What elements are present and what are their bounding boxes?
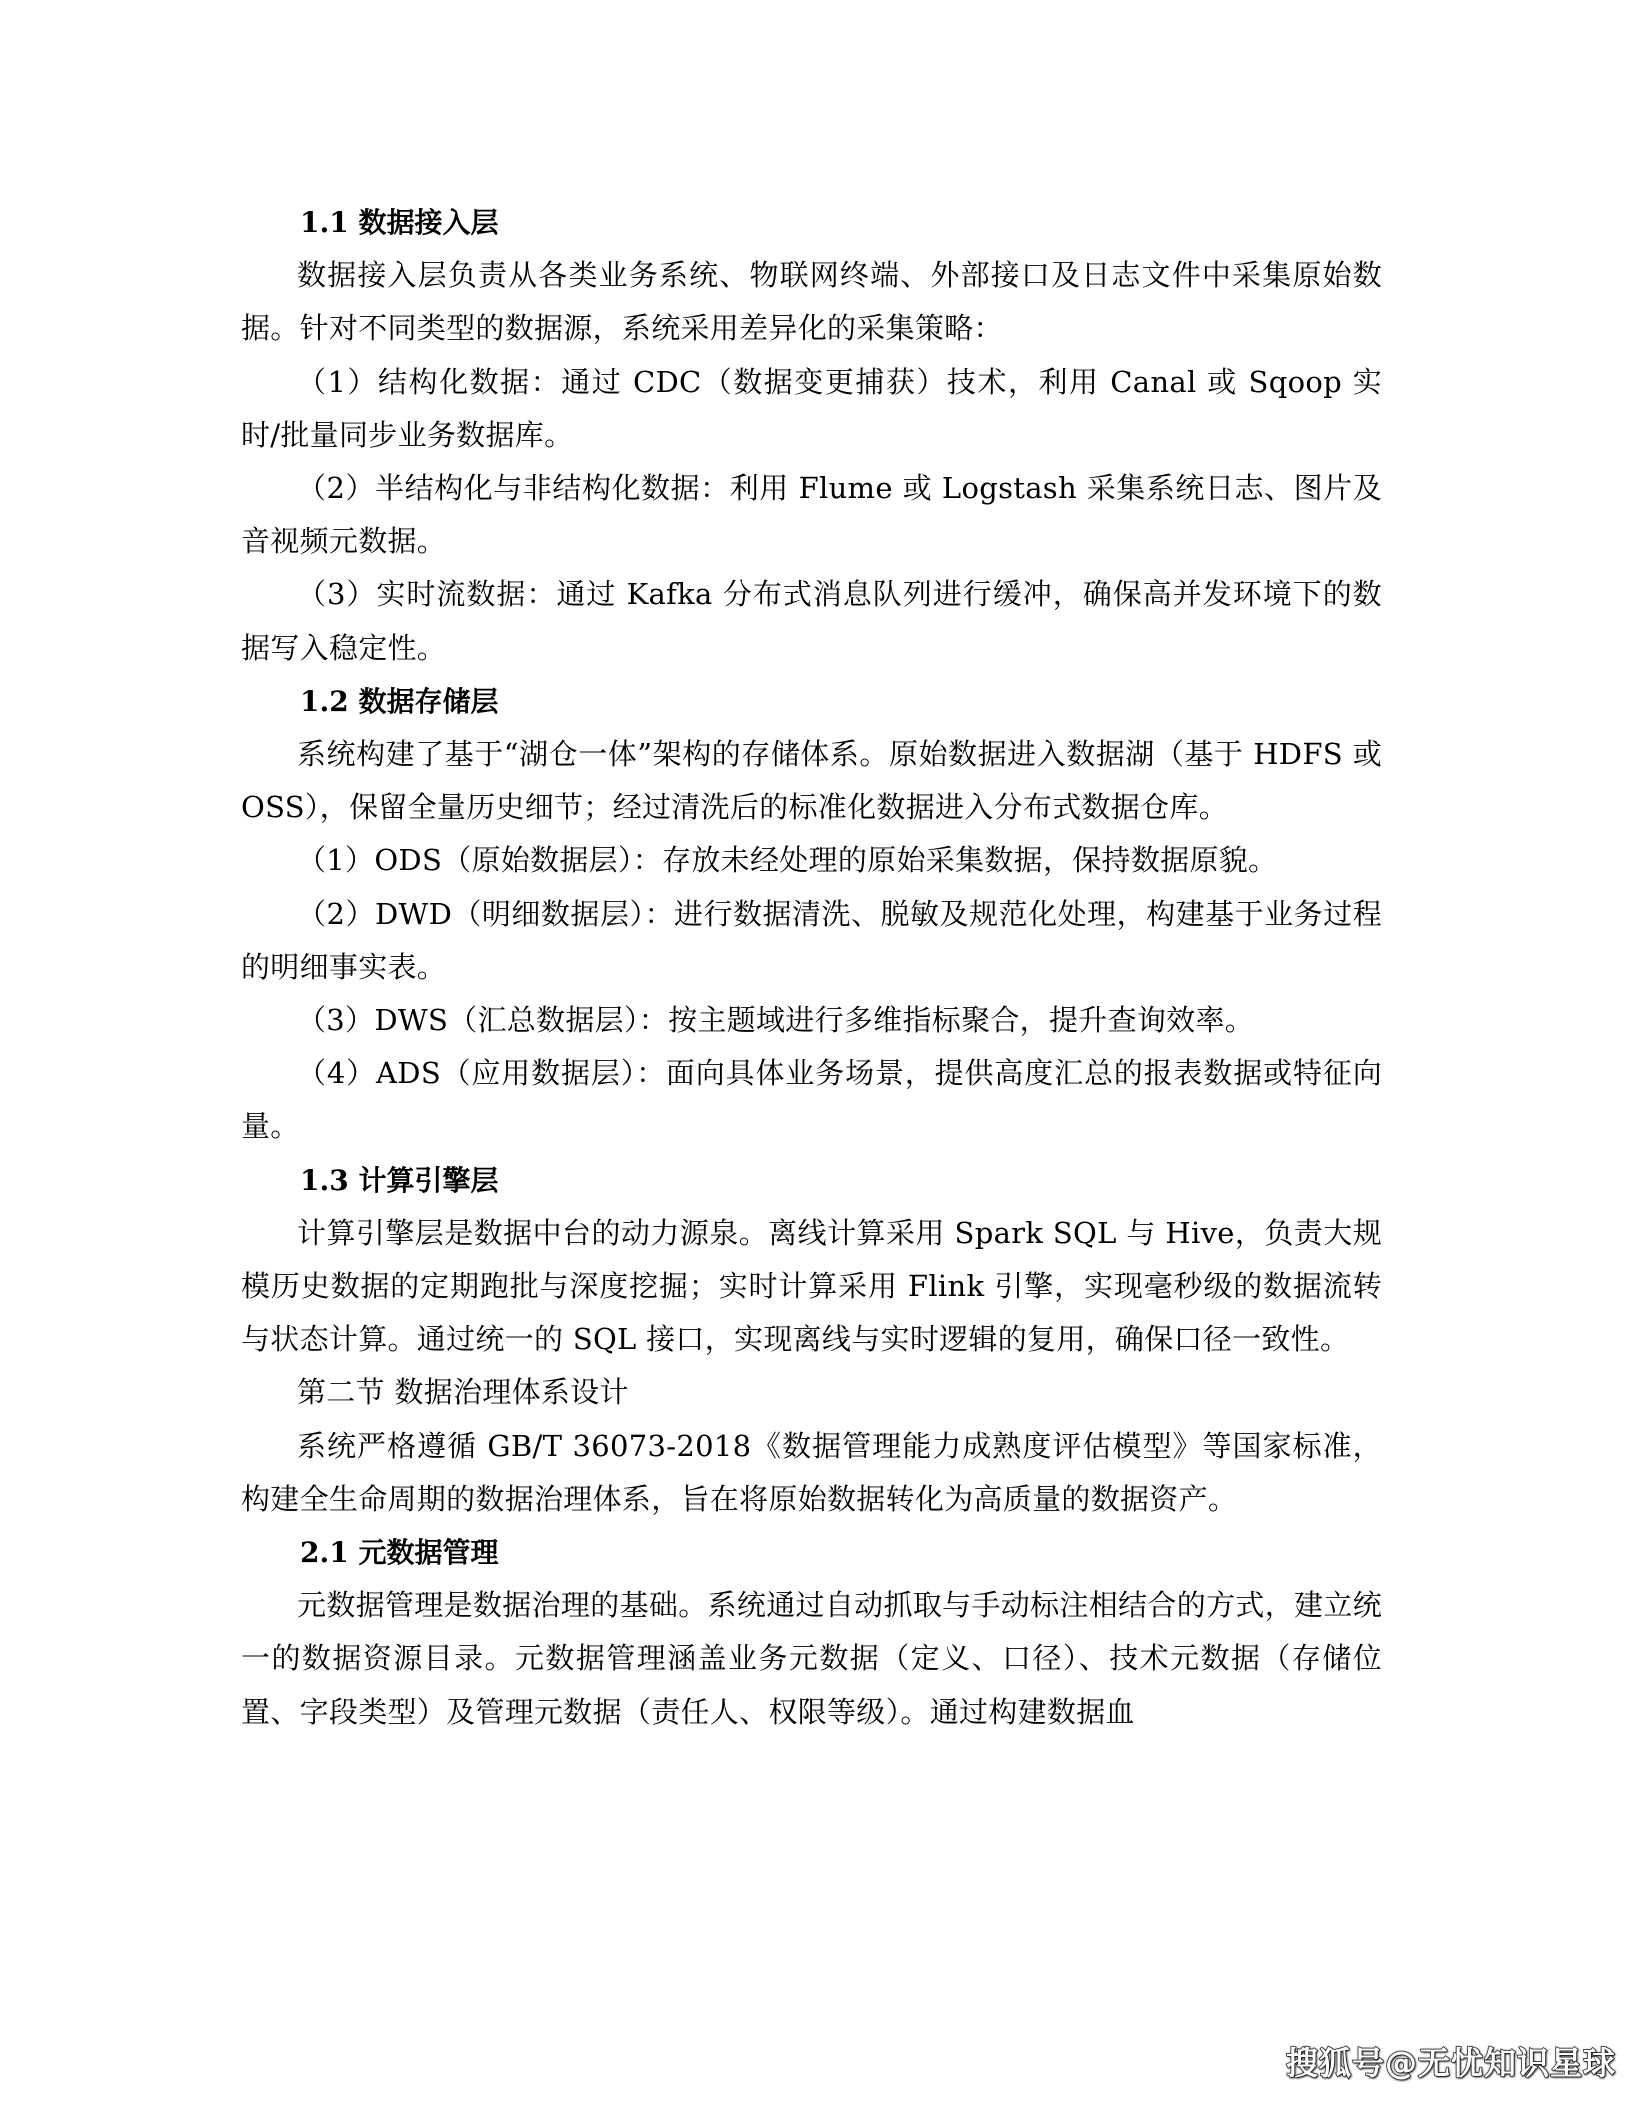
paragraph-metadata-management: 元数据管理是数据治理的基础。系统通过自动抓取与手动标注相结合的方式，建立统一的数据资源目录。元数据管理涵盖业务元数据（定义、口径）、技术元数据（存储位置、字段类型）及管理元数据（责任人、权限等级）。通过构建数据血 [241, 1588, 1382, 1729]
paragraph-governance-intro: 系统严格遵循 GB/T 36073-2018《数据管理能力成熟度评估模型》等国家标准，构建全生命周期的数据治理体系，旨在将原始数据转化为高质量的数据资产。 [241, 1428, 1382, 1516]
section-heading-2-1: 2.1 元数据管理 [300, 1536, 499, 1570]
paragraph-realtime-stream-data: （3）实时流数据：通过 Kafka 分布式消息队列进行缓冲，确保高并发环境下的数据写入稳定性。 [241, 577, 1382, 665]
paragraph-structured-data: （1）结构化数据：通过 CDC（数据变更捕获）技术，利用 Canal 或 Sqoop 实时/批量同步业务数据库。 [241, 364, 1382, 452]
paragraph-data-ingestion-intro: 数据接入层负责从各类业务系统、物联网终端、外部接口及日志文件中采集原始数据。针对不同类型的数据源，系统采用差异化的采集策略： [241, 258, 1382, 346]
document-body [241, 196, 1382, 1739]
section-heading-1-3: 1.3 计算引擎层 [300, 1163, 499, 1197]
watermark-text: 搜狐号@无忧知识星球 [1285, 2044, 1616, 2082]
paragraph-semi-structured-data: （2）半结构化与非结构化数据：利用 Flume 或 Logstash 采集系统日志、图片及音视频元数据。 [241, 471, 1382, 559]
paragraph-dwd-layer: （2）DWD（明细数据层）：进行数据清洗、脱敏及规范化处理，构建基于业务过程的明细事实表。 [241, 896, 1382, 984]
paragraph-dws-layer: （3）DWS（汇总数据层）：按主题域进行多维指标聚合，提升查询效率。 [297, 1003, 1255, 1038]
paragraph-section-two-title: 第二节 数据治理体系设计 [297, 1375, 629, 1410]
paragraph-ods-layer: （1）ODS（原始数据层）：存放未经处理的原始采集数据，保持数据原貌。 [297, 843, 1278, 878]
section-heading-1-2: 1.2 数据存储层 [300, 684, 499, 718]
paragraph-storage-intro: 系统构建了基于“湖仓一体”架构的存储体系。原始数据进入数据湖（基于 HDFS 或 OSS），保留全量历史细节；经过清洗后的标准化数据进入分布式数据仓库。 [241, 737, 1382, 825]
section-heading-1-1: 1.1 数据接入层 [300, 206, 499, 239]
paragraph-compute-engine: 计算引擎层是数据中台的动力源泉。离线计算采用 Spark SQL 与 Hive，负责大规模历史数据的定期跑批与深度挖掘；实时计算采用 Flink 引擎，实现毫秒级的数据流转与状态计算。通过统一的 SQL 接口，实现离线与实时逻辑的复用，确保口径一致性。 [241, 1215, 1382, 1357]
paragraph-ads-layer: （4）ADS（应用数据层）：面向具体业务场景，提供高度汇总的报表数据或特征向量。 [241, 1056, 1382, 1144]
